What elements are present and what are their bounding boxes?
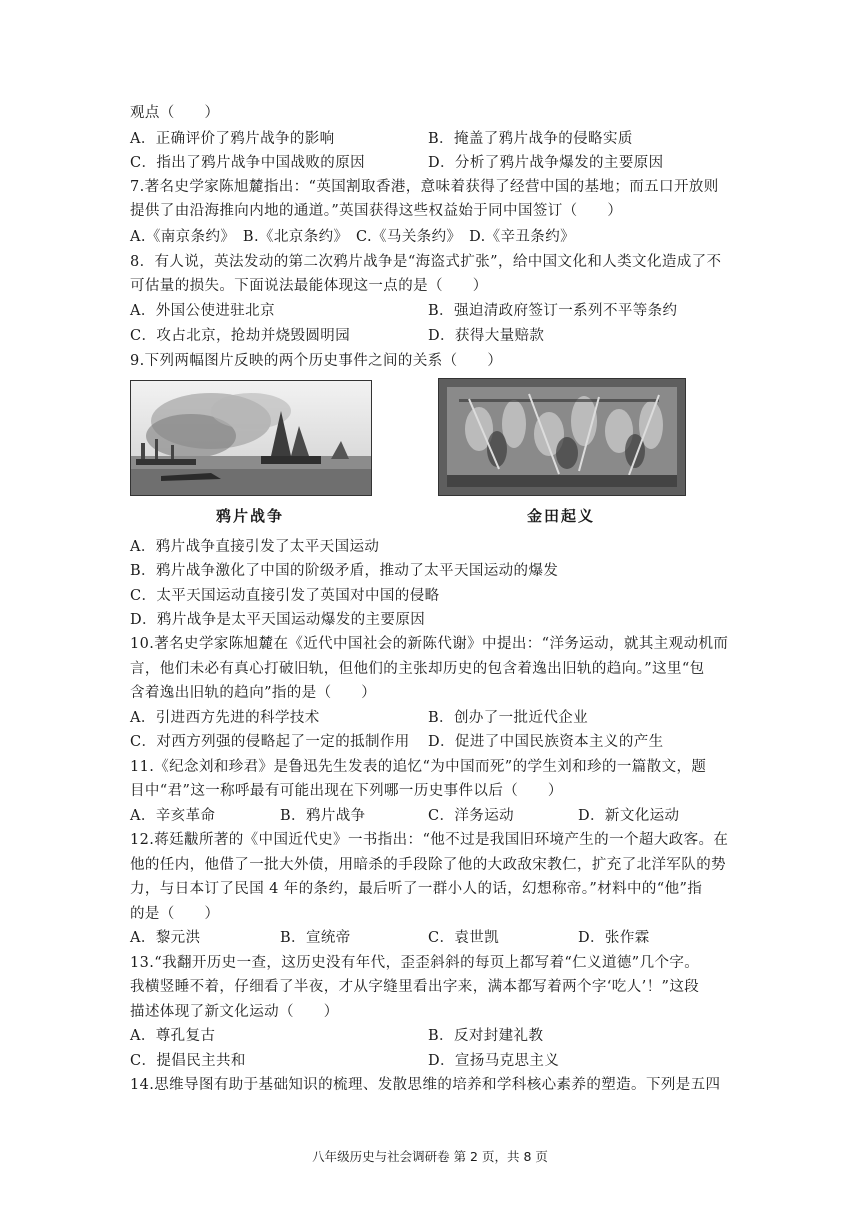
q13-stem-line1: 13.“我翻开历史一查，这历史没有年代，歪歪斜斜的每页上都写着“仁义道德”几个字。 bbox=[130, 955, 700, 971]
opium-war-picture bbox=[130, 380, 372, 496]
q13-option-c: C．提倡民主共和 bbox=[130, 1053, 246, 1069]
q12-stem-line2: 他的任内，他借了一批大外债，用暗杀的手段除了他的大政敌宋教仁，扩充了北洋军队的势 bbox=[130, 857, 726, 873]
q13-option-b: B．反对封建礼教 bbox=[428, 1028, 544, 1044]
q8-stem-line2: 可估量的损失。下面说法最能体现这一点的是（ ） bbox=[130, 278, 488, 294]
q10-option-c: C．对西方列强的侵略起了一定的抵制作用 bbox=[130, 734, 410, 750]
q12-stem-line1: 12.蒋廷黻所著的《中国近代史》一书指出：“他不过是我国旧环境产生的一个超大政客。在 bbox=[130, 832, 729, 848]
q13-stem-line3: 描述体现了新文化运动（ ） bbox=[130, 1004, 339, 1020]
q6-option-d: D．分析了鸦片战争爆发的主要原因 bbox=[428, 155, 664, 171]
q9-option-c: C．太平天国运动直接引发了英国对中国的侵略 bbox=[130, 588, 440, 604]
q8-option-a: A．外国公使进驻北京 bbox=[130, 303, 275, 319]
q9-option-a: A．鸦片战争直接引发了太平天国运动 bbox=[130, 539, 380, 555]
q12-stem-line3: 力，与日本订了民国 4 年的条约，最后听了一群小人的话，幻想称帝。”材料中的“他”指 bbox=[130, 881, 703, 897]
q8-option-c: C．攻占北京，抢劫并烧毁圆明园 bbox=[130, 328, 351, 344]
q13-option-d: D．宣扬马克思主义 bbox=[428, 1053, 560, 1069]
q12-option-b: B．宣统帝 bbox=[280, 930, 351, 946]
caption-opium-war: 鸦片战争 bbox=[215, 507, 284, 525]
q10-stem-line2: 言，他们未必有真心打破旧轨，但他们的主张却历史的包含着逸出旧轨的趋向。”这里“包 bbox=[130, 661, 705, 677]
q11-option-a: A．辛亥革命 bbox=[130, 808, 216, 824]
q6-stem-tail: 观点（ ） bbox=[130, 105, 220, 121]
q11-option-d: D．新文化运动 bbox=[578, 808, 680, 824]
q9-option-d: D．鸦片战争是太平天国运动爆发的主要原因 bbox=[130, 612, 426, 628]
caption-jintian-uprising: 金田起义 bbox=[526, 507, 595, 525]
q10-option-a: A．引进西方先进的科学技术 bbox=[130, 710, 320, 726]
q8-option-d: D．获得大量赔款 bbox=[428, 328, 545, 344]
jintian-uprising-picture bbox=[438, 378, 686, 496]
q10-option-b: B．创办了一批近代企业 bbox=[428, 710, 589, 726]
q13-stem-line2: 我横竖睡不着，仔细看了半夜，才从字缝里看出字来，满本都写着两个字‘吃人’！”这段 bbox=[130, 979, 700, 995]
q9-stem: 9.下列两幅图片反映的两个历史事件之间的关系（ ） bbox=[130, 353, 503, 369]
q9-option-b: B．鸦片战争激化了中国的阶级矛盾，推动了太平天国运动的爆发 bbox=[130, 563, 559, 579]
q6-option-a: A．正确评价了鸦片战争的影响 bbox=[130, 131, 335, 147]
q11-stem-line2: 目中“君”这一称呼最有可能出现在下列哪一历史事件以后（ ） bbox=[130, 783, 563, 799]
q8-stem-line1: 8．有人说，英法发动的第二次鸦片战争是“海盗式扩张”，给中国文化和人类文化造成了不 bbox=[130, 254, 722, 270]
q11-option-c: C．洋务运动 bbox=[428, 808, 514, 824]
q12-option-c: C．袁世凯 bbox=[428, 930, 500, 946]
q7-stem-line2: 提供了由沿海推向内地的通道。”英国获得这些权益始于同中国签订（ ） bbox=[130, 203, 623, 219]
q11-option-b: B．鸦片战争 bbox=[280, 808, 366, 824]
q12-stem-line4: 的是（ ） bbox=[130, 906, 220, 922]
q7-options: A.《南京条约》 B.《北京条约》 C.《马关条约》 D.《辛丑条约》 bbox=[130, 229, 575, 245]
q10-stem-line3: 含着逸出旧轨的趋向”指的是（ ） bbox=[130, 685, 377, 701]
page-footer: 八年级历史与社会调研卷 第 2 页，共 8 页 bbox=[312, 1149, 548, 1164]
q10-option-d: D．促进了中国民族资本主义的产生 bbox=[428, 734, 664, 750]
q8-option-b: B．强迫清政府签订一系列不平等条约 bbox=[428, 303, 678, 319]
q10-stem-line1: 10.著名史学家陈旭麓在《近代中国社会的新陈代谢》中提出：“洋务运动，就其主观动机而 bbox=[130, 636, 729, 652]
q6-option-b: B．掩盖了鸦片战争的侵略实质 bbox=[428, 131, 633, 147]
q12-option-a: A．黎元洪 bbox=[130, 930, 201, 946]
q13-option-a: A．尊孔复古 bbox=[130, 1028, 216, 1044]
q7-stem-line1: 7.著名史学家陈旭麓指出：“英国割取香港，意味着获得了经营中国的基地；而五口开放则 bbox=[130, 179, 719, 195]
q11-stem-line1: 11.《纪念刘和珍君》是鲁迅先生发表的追忆“为中国而死”的学生刘和珍的一篇散文，题 bbox=[130, 759, 707, 775]
q12-option-d: D．张作霖 bbox=[578, 930, 650, 946]
q6-option-c: C．指出了鸦片战争中国战败的原因 bbox=[130, 155, 365, 171]
q14-stem-line1: 14.思维导图有助于基础知识的梳理、发散思维的培养和学科核心素养的塑造。下列是五四 bbox=[130, 1077, 721, 1093]
